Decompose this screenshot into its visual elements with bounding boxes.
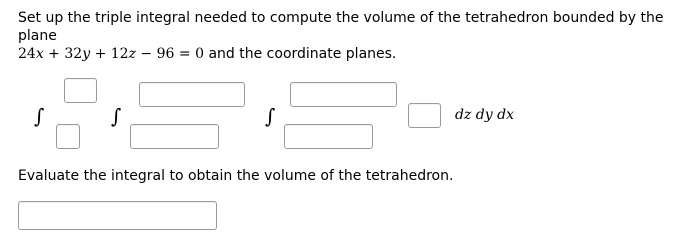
inner-integral-sign: ∫ bbox=[265, 104, 276, 128]
prompt-line-2 bbox=[18, 45, 678, 63]
eq-var-x: x bbox=[35, 46, 44, 62]
outer-lower-limit-input[interactable] bbox=[56, 124, 80, 149]
eq-equals: = bbox=[174, 46, 196, 62]
eq-coef-z: 12 bbox=[110, 46, 129, 62]
eq-var-z: z bbox=[128, 46, 136, 62]
eq-op-3: − bbox=[135, 46, 157, 62]
middle-integral-sign: ∫ bbox=[111, 104, 122, 128]
eq-coef-x: 24 bbox=[18, 46, 36, 62]
question-prompt bbox=[18, 9, 678, 63]
inner-lower-limit-input[interactable] bbox=[284, 124, 373, 149]
outer-integral-sign: ∫ bbox=[34, 104, 45, 128]
inner-upper-limit-input[interactable] bbox=[290, 82, 397, 107]
eq-coef-y: 32 bbox=[64, 46, 83, 62]
middle-upper-limit-input[interactable] bbox=[139, 82, 245, 107]
outer-upper-limit-input[interactable] bbox=[64, 78, 97, 103]
differentials: dz dy dx bbox=[455, 107, 514, 123]
prompt-line-1: Set up the triple integral needed to compute the volume of the tetrahedron bounded by the plane bbox=[18, 10, 664, 44]
eq-constant: 96 bbox=[156, 46, 175, 62]
plane-equation bbox=[18, 46, 204, 62]
integrand-input[interactable] bbox=[408, 103, 441, 128]
eq-var-y: y bbox=[82, 46, 91, 62]
eq-op-1: + bbox=[43, 46, 65, 62]
eq-op-2: + bbox=[90, 46, 111, 62]
evaluate-instruction: Evaluate the integral to obtain the volume of the tetrahedron. bbox=[18, 168, 454, 184]
prompt-line-2-tail: and the coordinate planes. bbox=[204, 46, 397, 62]
eq-rhs: 0 bbox=[195, 46, 205, 62]
middle-lower-limit-input[interactable] bbox=[130, 124, 219, 149]
volume-answer-input[interactable] bbox=[18, 201, 217, 230]
